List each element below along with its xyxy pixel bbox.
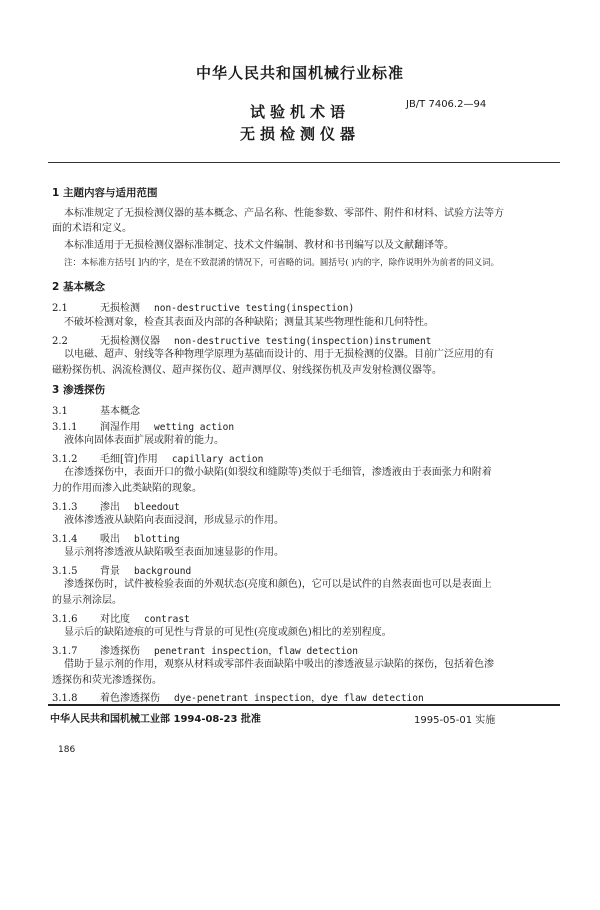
s1-paragraph-2: 本标准适用于无损检测仪器标准制定、技术文件编制、教材和书刊编写以及文献翻译等。 [64,240,454,251]
term-3-1-6 [52,610,190,625]
standard-title-line1: 试验机术语 [249,103,350,121]
term-cn: 渗透探伤 [100,646,140,657]
term-cn: 渗出 [100,502,120,513]
term-number: 3.1.5 [52,566,78,577]
term-cn: 基本概念 [100,406,140,417]
s1-note: 注：本标准方括号[ ]内的字，是在不致混淆的情况下，可省略的词。圆括号( )内的字，除作说明外为前者的同义词。 [64,258,500,268]
term-number: 3.1.4 [52,534,78,545]
term-2-2 [52,332,431,347]
term-cn: 毛细[管]作用 [100,454,158,465]
term-number: 3.1.1 [52,422,78,433]
term-en: background [134,566,192,577]
term-3-1-2 [52,450,263,465]
term-number: 2.1 [52,303,68,314]
term-number: 3.1 [52,406,68,417]
section-2-heading: 2 基本概念 [52,281,105,293]
term-number: 2.2 [52,336,68,347]
term-number: 3.1.2 [52,454,78,465]
term-cn: 背景 [100,566,120,577]
term-cn: 无损检测仪器 [100,336,160,347]
term-en: penetrant inspection，flaw detection [154,646,358,657]
footer-rule [48,704,560,706]
approval-line: 中华人民共和国机械工业部 1994-08-23 批准 [50,714,261,725]
term-3-1-1 [52,418,234,433]
term-3-1-4 [52,530,180,545]
term-number: 3.1.8 [52,693,78,704]
term-en: non-destructive testing(inspection)instrument [174,336,432,347]
term-2-1 [52,299,354,314]
term-3-1-8 [52,689,424,704]
term-number: 3.1.7 [52,646,78,657]
page-number: 186 [58,745,76,755]
s1-paragraph-1a: 本标准规定了无损检测仪器的基本概念、产品名称、性能参数、零部件、附件和材料、试验方法等方 [64,208,504,219]
term-3-1-5-definition-a: 渗透探伤时，试件被检验表面的外观状态(亮度和颜色)，它可以是试件的自然表面也可以是表面上 [64,579,492,590]
term-number: 3.1.6 [52,614,78,625]
term-cn: 润湿作用 [100,422,140,433]
header-rule [48,162,560,163]
term-3-1-5-definition-b: 的显示剂涂层。 [52,595,122,606]
term-en: non-destructive testing(inspection) [154,303,355,314]
section-3-heading: 3 渗透探伤 [52,384,105,396]
s1-paragraph-1b: 面的术语和定义。 [52,223,132,234]
term-2-1-definition: 不破坏检测对象，检查其表面及内部的各种缺陷；测量其某些物理性能和几何特性。 [64,317,434,328]
term-3-1-7 [52,642,358,657]
term-3-1-2-definition-a: 在渗透探伤中，表面开口的微小缺陷(如裂纹和缝隙等)类似于毛细管，渗透液由于表面张力和附着 [64,467,492,478]
term-en: contrast [144,614,190,625]
standard-code: JB/T 7406.2—94 [406,99,487,110]
standard-title-line2: 无损检测仪器 [239,125,360,143]
term-en: dye-penetrant inspection，dye flaw detection [174,693,424,704]
term-en: blotting [134,534,180,545]
term-number: 3.1.3 [52,502,78,513]
term-3-1-1-definition: 液体向固体表面扩展或附着的能力。 [64,435,224,446]
term-2-2-definition-a: 以电磁、超声、射线等各种物理学原理为基础而设计的、用于无损检测的仪器。目前广泛应用的有 [64,349,494,360]
term-en: bleedout [134,502,180,513]
issuing-body-header: 中华人民共和国机械行业标准 [195,64,404,82]
term-cn: 吸出 [100,534,120,545]
term-cn: 无损检测 [100,303,140,314]
term-cn: 着色渗透探伤 [100,693,160,704]
section-1-heading: 1 主题内容与适用范围 [52,187,158,199]
term-3-1-7-definition-a: 借助于显示剂的作用，观察从材料或零部件表面缺陷中吸出的渗透液显示缺陷的探伤，包括着色渗 [64,659,494,670]
term-cn: 对比度 [100,614,130,625]
effective-date: 1995-05-01 实施 [414,715,496,726]
term-3-1-6-definition: 显示后的缺陷迹痕的可见性与背景的可见性(亮度或颜色)相比的差别程度。 [64,627,392,638]
term-3-1-3-definition: 液体渗透液从缺陷向表面浸润，形成显示的作用。 [64,515,284,526]
term-3-1-7-definition-b: 透探伤和荧光渗透探伤。 [52,675,162,686]
term-3-1-2-definition-b: 力的作用而渗入此类缺陷的现象。 [52,483,202,494]
term-en: wetting action [154,422,235,433]
term-3-1-3 [52,498,180,513]
term-2-2-definition-b: 磁粉探伤机、涡流检测仪、超声探伤仪、超声测厚仪、射线探伤机及声发射检测仪器等。 [52,365,442,376]
term-3-1-4-definition: 显示剂将渗透液从缺陷吸至表面加速显影的作用。 [64,547,284,558]
term-en: capillary action [171,454,264,465]
subsection-3-1 [52,402,154,417]
term-3-1-5 [52,562,191,577]
